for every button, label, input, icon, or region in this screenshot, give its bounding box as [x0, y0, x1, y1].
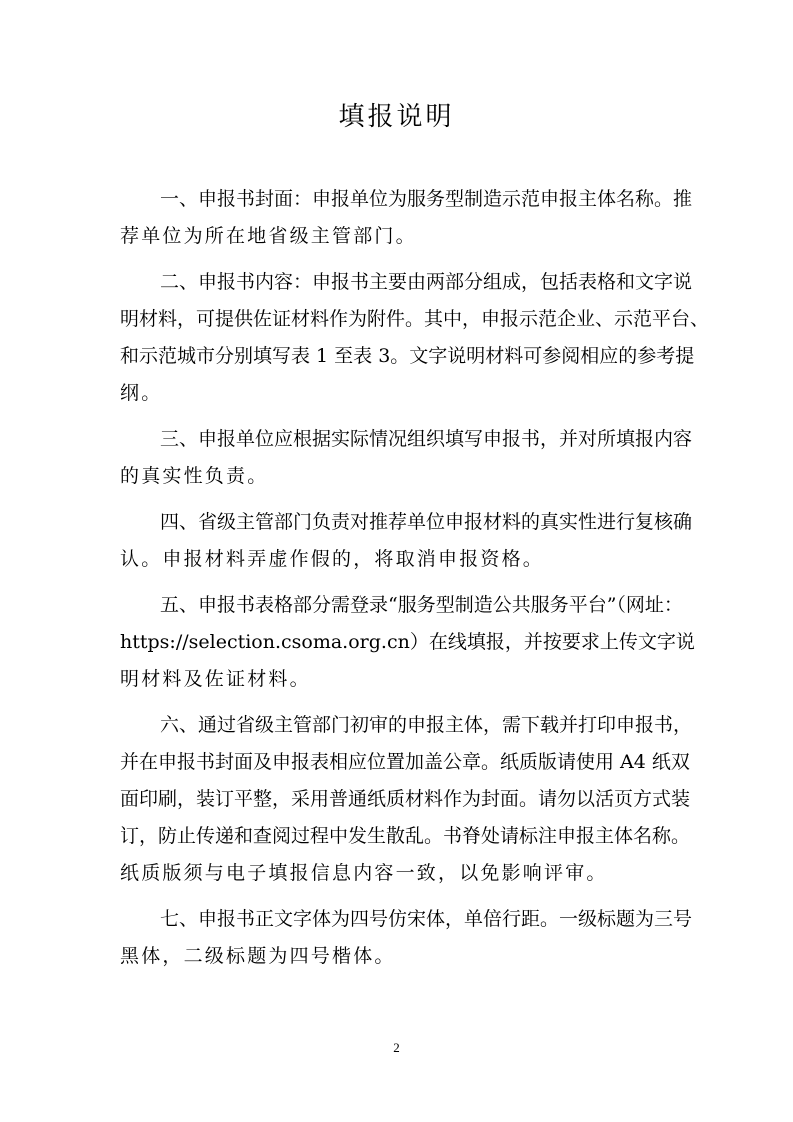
- paragraph-line: 纸质版须与电子填报信息内容一致，以免影响评审。: [120, 862, 608, 884]
- paragraph-line: 和示范城市分别填写表 1 至表 3。文字说明材料可参阅相应的参考提: [120, 345, 695, 367]
- paragraph-line: 并在申报书封面及申报表相应位置加盖公章。纸质版请使用 A4 纸双: [120, 751, 690, 773]
- paragraph-line: 四、省级主管部门负责对推荐单位申报材料的真实性进行复核确: [160, 511, 693, 533]
- paragraph-line: 的真实性负责。: [120, 465, 269, 487]
- paragraph: [120, 587, 695, 698]
- paragraph-line: 二、申报书内容：申报书主要由两部分组成，包括表格和文字说: [160, 271, 693, 293]
- paragraph-line: 一、申报书封面：申报单位为服务型制造示范申报主体名称。推: [160, 188, 693, 210]
- paragraph: [120, 264, 710, 412]
- paragraph: [120, 707, 693, 892]
- page-title: 填报说明: [338, 102, 455, 132]
- document-body: [120, 181, 710, 984]
- paragraph-line: 面印刷，装订平整，采用普通纸质材料作为封面。请勿以活页方式装: [120, 788, 691, 810]
- paragraph: [120, 421, 693, 495]
- paragraph-line: 七、申报书正文字体为四号仿宋体，单倍行距。一级标题为三号: [160, 908, 693, 930]
- paragraph-line: 认。申报材料弄虚作假的，将取消申报资格。: [120, 548, 545, 570]
- paragraph-line: 六、通过省级主管部门初审的申报主体，需下载并打印申报书，: [160, 714, 693, 736]
- paragraph-line: 订，防止传递和查阅过程中发生散乱。书脊处请标注申报主体名称。: [120, 825, 691, 847]
- paragraph-line: 黑体，二级标题为四号楷体。: [120, 945, 396, 967]
- paragraph-line: 五、申报书表格部分需登录“服务型制造公共服务平台”（网址：: [160, 594, 683, 616]
- paragraph-line: https://selection.csoma.org.cn）在线填报，并按要求上传文字说: [120, 631, 695, 653]
- paragraph-line: 荐单位为所在地省级主管部门。: [120, 225, 417, 247]
- paragraph-line: 纲。: [120, 382, 163, 404]
- paragraph-line: 三、申报单位应根据实际情况组织填写申报书，并对所填报内容: [160, 428, 693, 450]
- paragraph-line: 明材料及佐证材料。: [120, 668, 311, 690]
- paragraph: [120, 504, 693, 578]
- paragraph: [120, 901, 693, 975]
- paragraph-line: 明材料，可提供佐证材料作为附件。其中，申报示范企业、示范平台、: [120, 308, 710, 330]
- page-number: 2: [393, 1040, 400, 1055]
- paragraph: [120, 181, 693, 255]
